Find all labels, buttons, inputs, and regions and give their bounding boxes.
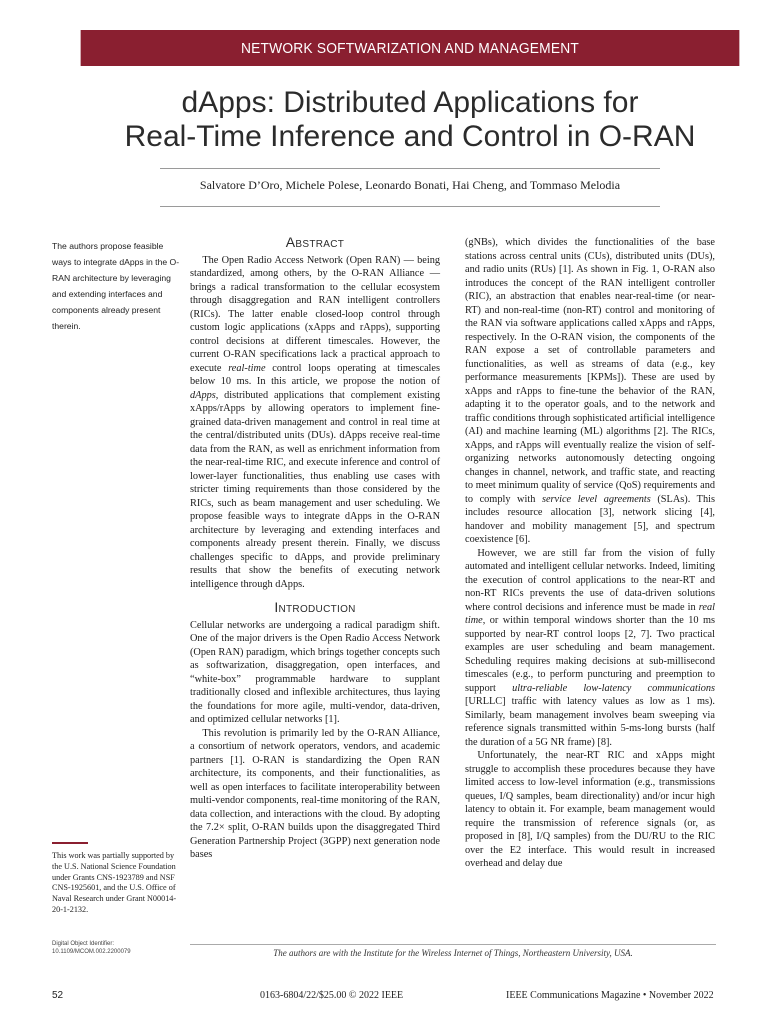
body-emph-1: service level agreements [541, 493, 651, 505]
intro-paragraph-1: Cellular networks are undergoing a radical paradigm shift. One of the major drivers is the Open Radio Access Network (Open RAN) paradigm, which brings together concepts such as softwarization, disaggregation, open interfaces, and “white-box” programmable hardware to supplant traditionally closed and inflexible architectures, thus laying the foundations for more agile, multi-vendor, data-driven, and optimized cellular networks [1]. [190, 619, 440, 725]
abstract-paragraph [190, 254, 440, 592]
doi-label: Digital Object Identifier: [52, 941, 115, 947]
title-divider-top [160, 168, 660, 169]
introduction-heading: Introduction [274, 599, 356, 615]
title-divider-bottom [160, 206, 660, 207]
abstract-emph-2: dApps [190, 389, 216, 401]
body-paragraph-2 [465, 547, 715, 750]
affiliation-divider [190, 944, 716, 945]
intro-paragraph-2: This revolution is primarily led by the O-RAN Alliance, a consortium of network operators, vendors, and academic partners [1]. O-RAN is standardizing the Open RAN architecture, its components, and their functionalities, as well as open interfaces to facilitate interoperability between multi-vendor components, real-time monitoring of the RAN, data collection, and interactions with the cloud. By adopting the 7.2× split, O-RAN builds upon the disaggregated Third Generation Partnership Project (3GPP) next generation node bases [190, 727, 440, 860]
body-paragraph-1 [465, 236, 715, 547]
abstract-text-3: , distributed applications that complement existing xApps/rApps by allowing operators to implement fine-grained data-driven management and control in real time at the central/distributed units (DUs). dApps receive real-time data from the RAN, as well as enrichment information from the near-real-time RIC, and execute inference and control of lower-layer functionalities, thus enabling use cases with stricter timing requirements than those considered by the RICs, such as beam management and user scheduling. We propose feasible ways to integrate dApps in the O-RAN architecture by leveraging and extending interfaces and components already present therein. Finally, we discuss challenges specific to dApps, and provide preliminary results that show the benefits of executing network intelligence through dApps. [190, 389, 440, 590]
funding-note: This work was partially supported by the U.S. National Science Foundation under Grants CNS-1923789 and NSF CNS-1925601, and the U.S. Office of Naval Research under Grant N00014-20-1-2132. [52, 851, 177, 914]
section-banner-label: NETWORK SOFTWARIZATION AND MANAGEMENT [240, 39, 580, 57]
abstract-emph-1: real-time [228, 362, 266, 374]
magazine-issue: IEEE Communications Magazine • November 2022 [506, 990, 714, 1001]
body-emph-2: real time [465, 601, 715, 626]
body-text-1a: (gNBs), which divides the functionalities of the base stations across central units (CUs), distributed units (DUs), and radio units (RUs) [1]. As shown in Fig. 1, O-RAN also introduces the concept of the RAN intelligent controller (RIC), an abstraction that enables near-real-time (or near-RT) and non-real-time (non-RT) control and monitoring of the RAN via software applications called xApps and rApps, respectively. In the O-RAN vision, the components of the RAN expose a set of controllable parameters and functionalities, as well as streams of data (e.g., key performance measurements [KPMs]). These are used by xApps and rApps to fine-tune the behavior of the RAN, adapting it to the operator goals, and to the network and traffic conditions through sophisticated artificial intelligence (AI) and machine learning (ML) algorithms [2]. The RICs, xApps, and rApps will eventually realize the vision of self-organizing networks autonomously detecting ongoing changes in channel, network, and traffic state, and reacting to meet minimum quality of service (QoS) requirements and to comply with [465, 237, 715, 505]
body-text-2c: [URLLC] traffic with latency values as low as 1 ms). Similarly, beam management involves beam sweeping via reference signals transmitted within 5-ms-long bursts (half the duration of a 5G NR frame) [8]. [465, 696, 715, 748]
doi-value: 10.1109/MCOM.002.2200079 [52, 949, 131, 955]
page-number: 52 [52, 990, 64, 1001]
column-right [465, 236, 715, 871]
pull-quote: The authors propose feasible ways to integrate dApps in the O-RAN architecture by leveraging and extending interfaces and components already present therein. [52, 241, 180, 331]
issn-line: 0163-6804/22/$25.00 © 2022 IEEE [260, 990, 404, 1001]
body-text-2b: , or within temporal windows shorter than the 10 ms supported by near-RT control loops [2, 7]. Two practical examples are user scheduling and beam management. Scheduling requires making decisions at sub-millisecond timescales (e.g., to perform puncturing and preemption to support [465, 615, 715, 694]
body-emph-3: ultra-reliable low-latency communications [512, 682, 716, 694]
abstract-heading: Abstract [285, 234, 345, 250]
article-title-line-2: Real-Time Inference and Control in O-RAN [124, 120, 696, 153]
column-left [190, 232, 440, 862]
section-banner [81, 30, 740, 66]
doi-block [52, 940, 186, 956]
abstract-text-2: control loops operating at timescales below 10 ms. In this article, we propose the notion of [190, 362, 440, 387]
author-affiliation: The authors are with the Institute for the Wireless Internet of Things, Northeastern University, USA. [273, 948, 633, 958]
body-paragraph-3: Unfortunately, the near-RT RIC and xApps might struggle to accomplish these procedures because they have limited access to low-level information (e.g., transmissions queues, I/Q samples, beam directionality) and/or incur high latency to obtain it. For example, beam management would require the transmission of reference signals (or, as proposed in [8], I/Q samples) from the DU/RU to the RIC over the E2 interface. This would result in increased overhead and delay due [465, 750, 715, 869]
author-list: Salvatore D’Oro, Michele Polese, Leonardo Bonati, Hai Cheng, and Tommaso Melodia [199, 178, 621, 192]
article-title-line-1: dApps: Distributed Applications for [181, 86, 639, 119]
abstract-text-1: The Open Radio Access Network (Open RAN) — being standardized, among others, by the O-RAN Alliance — brings a radical transformation to the cellular ecosystem through disaggregation and RAN intelligent controllers (RICs). The latter enable closed-loop control through custom logic applications (xApps and rApps), supporting control decisions at different timescales. However, the current O-RAN specifications lack a practical approach to execute [190, 254, 440, 374]
body-text-1b: (SLAs). This includes resource allocation [3], network slicing [4], handover and mobility management [5], and spectrum coexistence [6]. [465, 493, 715, 545]
body-text-2a: However, we are still far from the vision of fully automated and intelligent cellular networks. Indeed, limiting the execution of control applications to the near-RT and non-RT RICs prevents the use of data-driven solutions where control decisions and inference must be made in [465, 547, 715, 613]
funding-divider [52, 842, 88, 844]
